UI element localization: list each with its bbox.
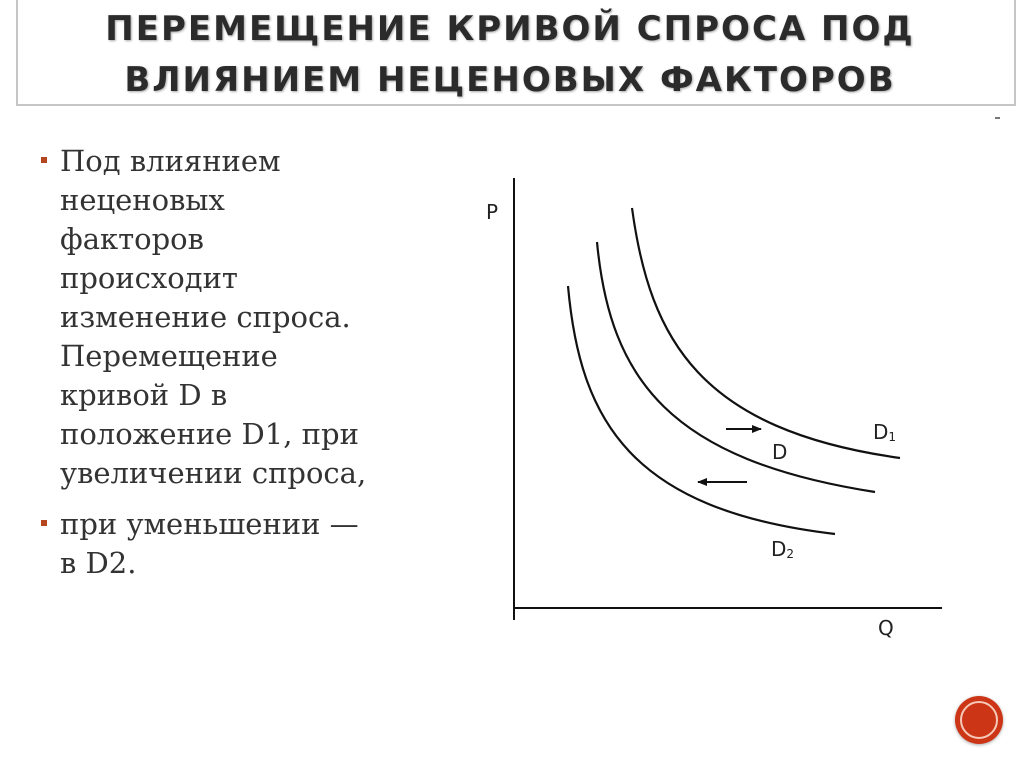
bullet-item-2: [38, 505, 438, 583]
bullet-square-icon: [41, 520, 47, 526]
diagram-canvas: [470, 170, 960, 650]
bullet-list: [38, 142, 438, 595]
curve-label-d: [772, 442, 787, 462]
bullet-1-line: изменение спроса.: [60, 300, 351, 334]
y-axis-label: P: [486, 200, 499, 224]
next-slide-button[interactable]: [955, 696, 1003, 744]
bullet-item-1: [38, 142, 438, 493]
bullet-1-line: происходит: [60, 261, 238, 295]
bullet-1-line: увеличении спроса,: [60, 456, 367, 490]
title-line-1: ПЕРЕМЕЩЕНИЕ КРИВОЙ СПРОСА ПОД: [105, 9, 915, 49]
bullet-1-line: кривой D в: [60, 378, 228, 412]
bullet-2-line: при уменьшении —: [60, 507, 359, 541]
bullet-square-icon: [41, 157, 47, 163]
corner-mark: [995, 117, 1000, 119]
curve-label-d-text: D: [772, 440, 788, 464]
bullet-1-line: Под влиянием: [60, 144, 281, 178]
bullet-1-line: факторов: [60, 222, 204, 256]
curve-label-d1-sub: 1: [888, 430, 897, 444]
demand-curve-d1: [632, 208, 900, 458]
demand-shift-diagram: [470, 170, 960, 650]
demand-curve-d: [597, 242, 875, 492]
curve-label-d2: [771, 539, 794, 564]
curve-label-d2-sub: 2: [786, 547, 795, 561]
x-axis-label: Q: [878, 616, 894, 640]
demand-curve-d2: [568, 286, 835, 534]
bullet-1-line: Перемещение: [60, 339, 278, 373]
title-line-2: ВЛИЯНИЕМ НЕЦЕНОВЫХ ФАКТОРОВ: [124, 60, 896, 100]
bullet-2-line: в D2.: [60, 546, 137, 580]
curve-label-d1-text: D: [873, 420, 889, 444]
curve-label-d1: [873, 422, 896, 447]
bullet-1-line: неценовых: [60, 183, 225, 217]
curve-label-d2-text: D: [771, 537, 787, 561]
bullet-1-line: положение D1, при: [60, 417, 359, 451]
slide-title: [30, 4, 990, 106]
